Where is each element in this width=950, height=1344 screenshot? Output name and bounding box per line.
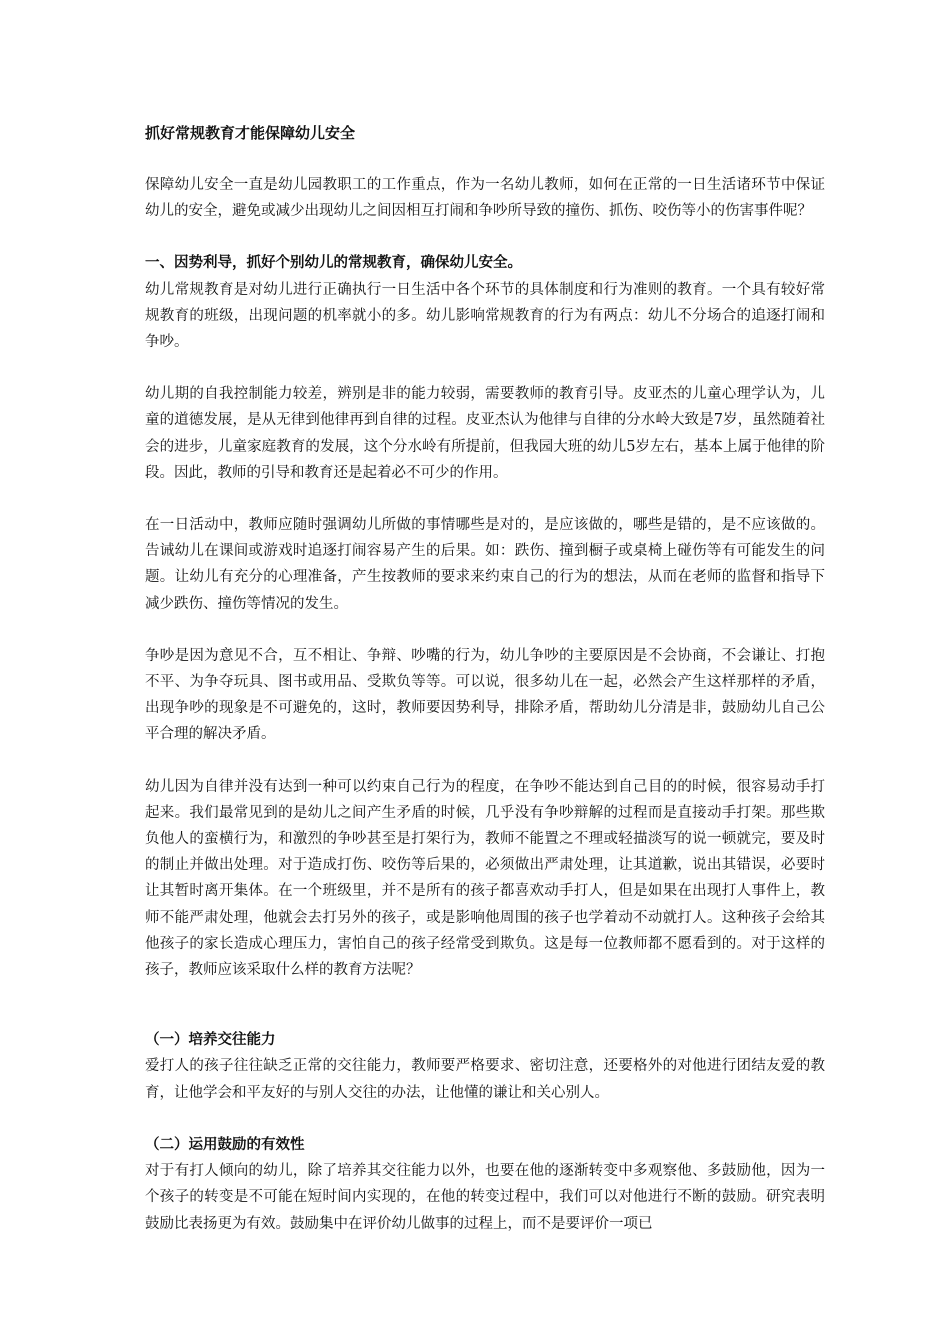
subsection-1-heading: （一）培养交往能力 — [145, 1031, 276, 1049]
subsection-1-paragraph: 爱打人的孩子往往缺乏正常的交往能力，教师要严格要求、密切注意，还要格外的对他进行团结友爱的教育，让他学会和平友好的与别人交往的办法，让他懂的谦让和关心别人。 — [145, 1058, 825, 1101]
spacer — [145, 355, 825, 381]
spacer — [145, 748, 825, 774]
spacer — [145, 617, 825, 643]
section-1-paragraph-2: 幼儿期的自我控制能力较差，辨别是非的能力较弱，需要教师的教育引导。皮亚杰的儿童心理学认为，儿童的道德发展，是从无律到他律再到自律的过程。皮亚杰认为他律与自律的分水岭大致是7岁，虽然随着社会的进步，儿童家庭教育的发展，这个分水岭有所提前，但我园大班的幼儿5岁左右，基本上属于他律的阶段。因此，教师的引导和教育还是起着必不可少的作用。 — [145, 386, 825, 481]
spacer — [145, 983, 825, 1027]
spacer — [145, 1106, 825, 1132]
document-page — [145, 120, 825, 1237]
intro-paragraph: 保障幼儿安全一直是幼儿园教职工的工作重点，作为一名幼儿教师，如何在正常的一日生活诸环节中保证幼儿的安全，避免或减少出现幼儿之间因相互打闹和争吵所导致的撞伤、抓伤、咬伤等小的伤害事件呢？ — [145, 177, 825, 220]
section-1-heading: 一、因势利导，抓好个别幼儿的常规教育，确保幼儿安全。 — [145, 254, 522, 272]
spacer — [145, 224, 825, 250]
section-1-paragraph-3: 在一日活动中，教师应随时强调幼儿所做的事情哪些是对的，是应该做的，哪些是错的，是不应该做的。告诫幼儿在课间或游戏时追逐打闹容易产生的后果。如：跌伤、撞到橱子或桌椅上碰伤等有可能发生的问题。让幼儿有充分的心理准备，产生按教师的要求来约束自己的行为的想法，从而在老师的监督和指导下减少跌伤、撞伤等情况的发生。 — [145, 517, 825, 612]
subsection-2-heading: （二）运用鼓励的有效性 — [145, 1135, 305, 1153]
spacer — [145, 486, 825, 512]
section-1-paragraph-1: 幼儿常规教育是对幼儿进行正确执行一日生活中各个环节的具体制度和行为准则的教育。一个具有较好常规教育的班级，出现问题的机率就小的多。幼儿影响常规教育的行为有两点：幼儿不分场合的追逐打闹和争吵。 — [145, 281, 825, 351]
document-title: 抓好常规教育才能保障幼儿安全 — [145, 124, 356, 142]
section-1-paragraph-4: 争吵是因为意见不合，互不相让、争辩、吵嘴的行为，幼儿争吵的主要原因是不会协商，不会谦让、打抱不平、为争夺玩具、图书或用品、受欺负等等。可以说，很多幼儿在一起，必然会产生这样那样的矛盾，出现争吵的现象是不可避免的，这时，教师要因势利导，排除矛盾，帮助幼儿分清是非，鼓励幼儿自己公平合理的解决矛盾。 — [145, 647, 825, 743]
section-1-paragraph-5: 幼儿因为自律并没有达到一种可以约束自己行为的程度，在争吵不能达到自己目的的时候，很容易动手打起来。我们最常见到的是幼儿之间产生矛盾的时候，几乎没有争吵辩解的过程而是直接动手打架。那些欺负他人的蛮横行为，和激烈的争吵甚至是打架行为，教师不能置之不理或轻描淡写的说一顿就完，要及时的制止并做出处理。对于造成打伤、咬伤等后果的，必须做出严肃处理，让其道歉，说出其错误，必要时让其暂时离开集体。在一个班级里，并不是所有的孩子都喜欢动手打人，但是如果在出现打人事件上，教师不能严肃处理，他就会去打另外的孩子，或是影响他周围的孩子也学着动不动就打人。这种孩子会给其他孩子的家长造成心理压力，害怕自己的孩子经常受到欺负。这是每一位教师都不愿看到的。对于这样的孩子，教师应该采取什么样的教育方法呢？ — [145, 778, 825, 979]
subsection-2-paragraph: 对于有打人倾向的幼儿，除了培养其交往能力以外，也要在他的逐渐转变中多观察他、多鼓励他，因为一个孩子的转变是不可能在短时间内实现的，在他的转变过程中，我们可以对他进行不断的鼓励。研究表明鼓励比表扬更为有效。鼓励集中在评价幼儿做事的过程上，而不是要评价一项已 — [145, 1163, 825, 1232]
